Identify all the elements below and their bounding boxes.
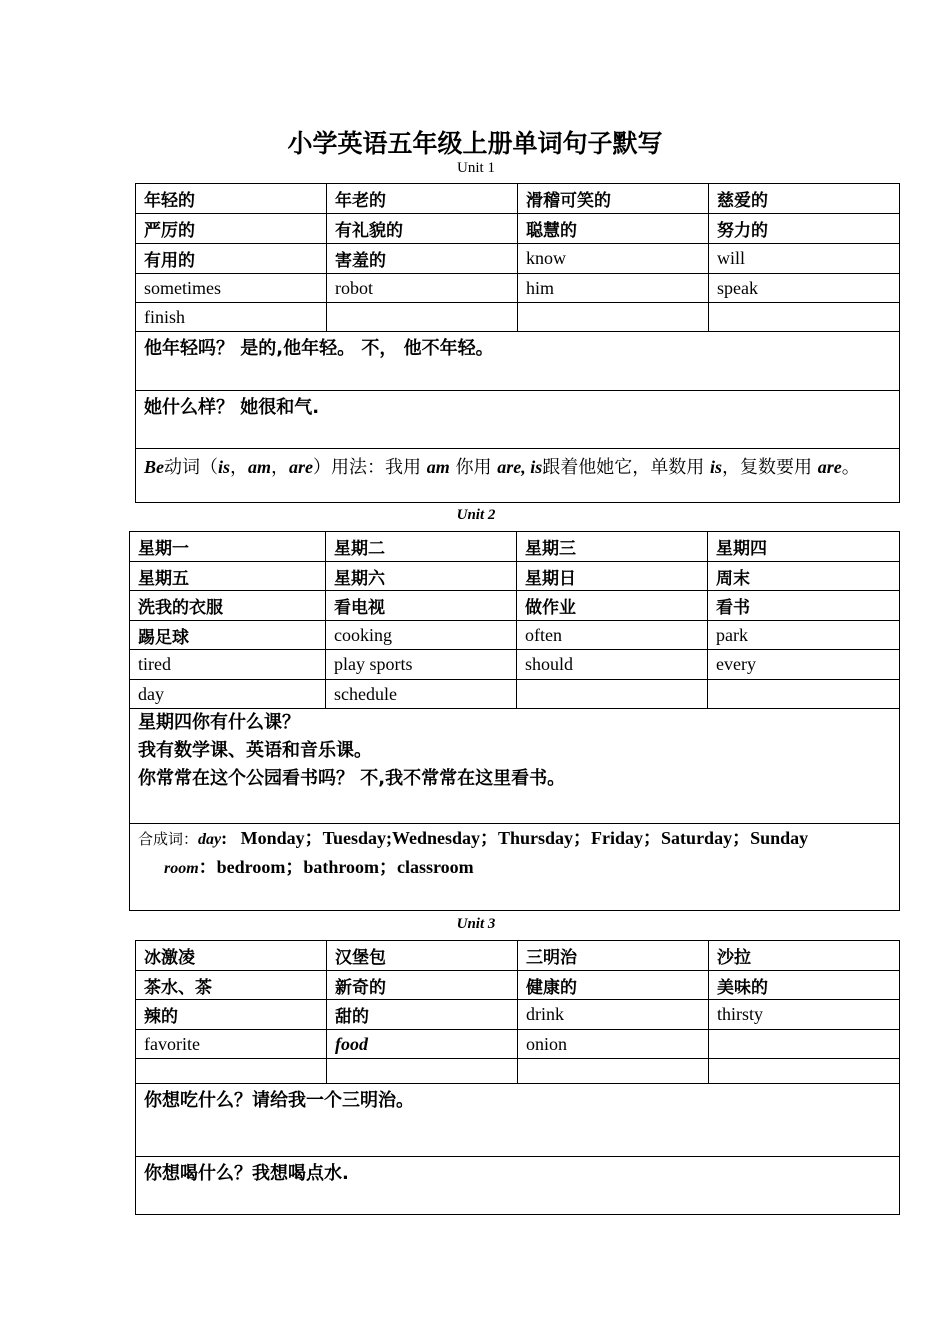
word-cell	[327, 1059, 518, 1084]
sentence-line: 你常常在这个公园看书吗？ 不,我不常常在这里看书。	[138, 768, 566, 789]
word-cell: drink	[518, 1000, 709, 1030]
word-cell: 滑稽可笑的	[518, 184, 709, 214]
note-text: 。	[841, 457, 860, 478]
word-cell: 星期六	[326, 562, 517, 591]
word-cell: 看电视	[326, 591, 517, 621]
sentence-cell: 他年轻吗？ 是的,他年轻。 不， 他不年轻。	[136, 332, 900, 391]
word-cell: 洗我的衣服	[130, 591, 326, 621]
word-cell: 星期三	[517, 532, 708, 562]
unit3-table	[135, 940, 900, 1215]
word-cell	[136, 1059, 327, 1084]
sentence-line: 星期四你有什么课？	[138, 712, 300, 733]
word-cell: 健康的	[518, 971, 709, 1000]
word-cell: 有礼貌的	[327, 214, 518, 244]
word-cell: 慈爱的	[709, 184, 900, 214]
word-cell: 年老的	[327, 184, 518, 214]
word-cell	[518, 303, 709, 332]
word-cell: often	[517, 621, 708, 650]
word-cell: 看书	[708, 591, 900, 621]
word-cell: food	[327, 1030, 518, 1059]
word-cell: 星期四	[708, 532, 900, 562]
note-term: are	[817, 457, 842, 477]
compound-label: 合成词：	[138, 830, 199, 848]
word-cell: 汉堡包	[327, 941, 518, 971]
word-cell: sometimes	[136, 274, 327, 303]
compound-key: day	[198, 831, 222, 848]
word-cell: 聪慧的	[518, 214, 709, 244]
page-title: 小学英语五年级上册单词句子默写	[287, 129, 663, 158]
word-cell: 星期二	[326, 532, 517, 562]
sentence-cell: 她什么样？ 她很和气.	[136, 391, 900, 449]
word-cell: 甜的	[327, 1000, 518, 1030]
word-cell: 周末	[708, 562, 900, 591]
compound-day-line: 合成词：day: Monday；Tuesday;Wednesday；Thursday；Friday；Saturday；Sunday	[138, 828, 809, 848]
note-text: ）用法：我用	[313, 457, 422, 478]
word-cell: robot	[327, 274, 518, 303]
word-cell: 辣的	[136, 1000, 327, 1030]
word-cell	[709, 1030, 900, 1059]
compound-words-cell	[130, 824, 900, 911]
word-cell: him	[518, 274, 709, 303]
word-cell	[709, 303, 900, 332]
unit2-label: Unit 2	[456, 507, 496, 523]
word-cell: 美味的	[709, 971, 900, 1000]
note-term: is	[709, 457, 722, 477]
word-cell: 严厉的	[136, 214, 327, 244]
word-cell: know	[518, 244, 709, 274]
sentence-line: 我有数学课、英语和音乐课。	[138, 740, 372, 761]
word-cell: 冰激凌	[136, 941, 327, 971]
word-cell: schedule	[326, 680, 517, 709]
note-text: ，复数要用	[722, 457, 812, 478]
word-cell	[327, 303, 518, 332]
sentence-cell	[130, 709, 900, 824]
sentence-cell: 你想吃什么？请给我一个三明治。	[136, 1084, 900, 1157]
compound-key: room	[164, 860, 199, 877]
unit1-table	[135, 183, 900, 503]
unit1-label: Unit 1	[457, 160, 495, 176]
sentence-cell: 你想喝什么？我想喝点水.	[136, 1157, 900, 1215]
word-cell: tired	[130, 650, 326, 680]
word-cell: 星期五	[130, 562, 326, 591]
word-cell: every	[708, 650, 900, 680]
word-cell: favorite	[136, 1030, 327, 1059]
note-text: 你用	[455, 457, 492, 478]
word-cell: 努力的	[709, 214, 900, 244]
note-text: 动词（	[164, 457, 218, 478]
word-cell: 茶水、茶	[136, 971, 327, 1000]
word-cell: 踢足球	[130, 621, 326, 650]
word-cell: 星期一	[130, 532, 326, 562]
be-verb-note	[136, 449, 900, 503]
word-cell: 新奇的	[327, 971, 518, 1000]
word-cell	[709, 1059, 900, 1084]
word-cell: cooking	[326, 621, 517, 650]
word-cell: onion	[518, 1030, 709, 1059]
word-cell: should	[517, 650, 708, 680]
word-cell: day	[130, 680, 326, 709]
compound-words: bedroom；bathroom；classroom	[216, 857, 474, 877]
word-cell	[518, 1059, 709, 1084]
word-cell	[517, 680, 708, 709]
word-cell: 有用的	[136, 244, 327, 274]
note-text: 跟着他她它，单数用	[542, 457, 705, 478]
word-cell: 三明治	[518, 941, 709, 971]
compound-words: Monday；Tuesday;Wednesday；Thursday；Friday；Saturday；Sunday	[240, 828, 809, 848]
unit2-table	[129, 531, 900, 911]
word-cell: will	[709, 244, 900, 274]
note-term: Be	[144, 457, 164, 477]
unit3-label: Unit 3	[456, 916, 496, 932]
note-term: is	[218, 457, 231, 477]
word-cell	[708, 680, 900, 709]
note-term: are, is	[497, 457, 543, 477]
compound-room-line: room：bedroom；bathroom；classroom	[164, 857, 474, 877]
word-cell: park	[708, 621, 900, 650]
note-text: ，	[271, 457, 290, 478]
note-term: am	[426, 457, 450, 477]
word-cell: thirsty	[709, 1000, 900, 1030]
note-term: are	[289, 457, 314, 477]
word-cell: 年轻的	[136, 184, 327, 214]
word-cell: play sports	[326, 650, 517, 680]
note-term: am	[248, 457, 272, 477]
word-cell: finish	[136, 303, 327, 332]
word-cell: 害羞的	[327, 244, 518, 274]
word-cell: speak	[709, 274, 900, 303]
word-cell: 沙拉	[709, 941, 900, 971]
note-text: ，	[230, 457, 249, 478]
word-cell: 做作业	[517, 591, 708, 621]
word-cell: 星期日	[517, 562, 708, 591]
